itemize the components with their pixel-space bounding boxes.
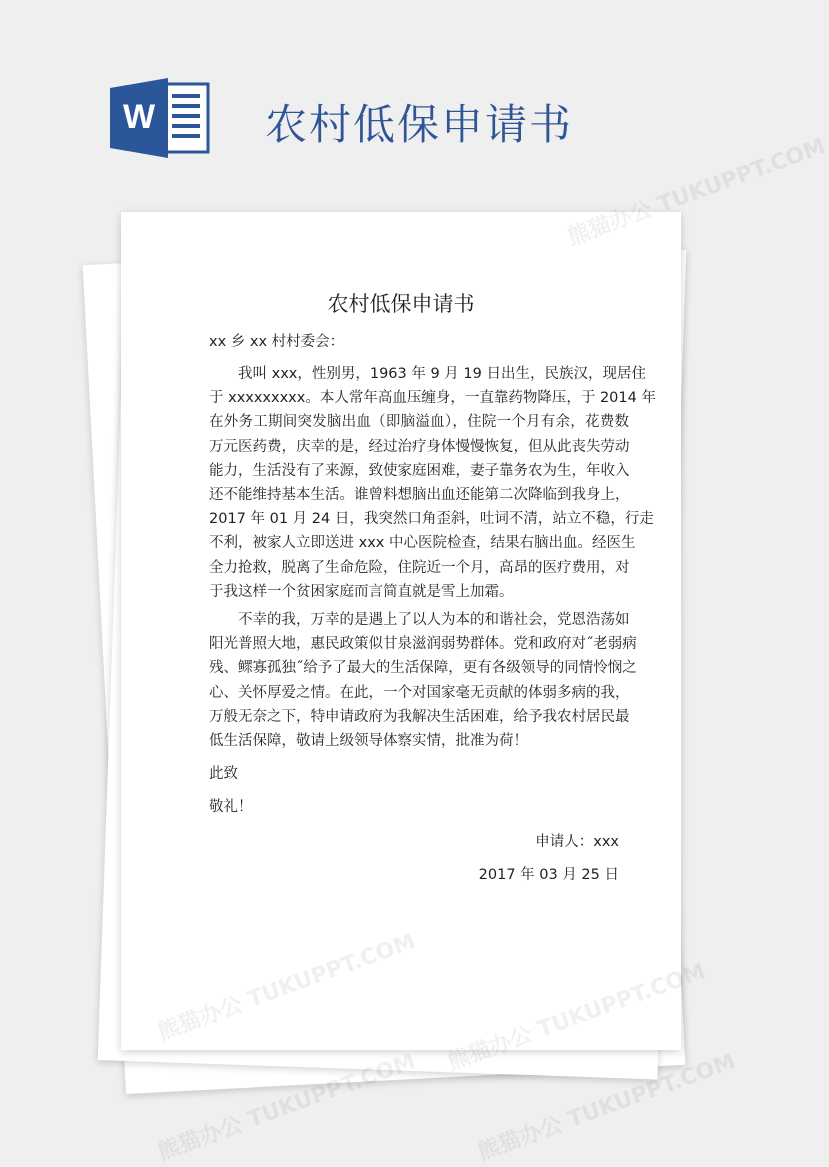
text-line: 还不能维持基本生活。谁曾料想脑出血还能第二次降临到我身上， <box>209 487 630 504</box>
text-line: 不幸的我，万幸的是遇上了以人为本的和谐社会，党恩浩荡如 <box>209 612 630 628</box>
text-line: 万般无奈之下，特申请政府为我解决生活困难，给予我农村居民最 <box>209 708 630 725</box>
paragraph-1 <box>209 362 656 604</box>
document-page <box>121 212 681 1050</box>
watermark: 熊猫办公 TUKUPPT.COM <box>564 134 829 251</box>
text-line: 于我这样一个贫困家庭而言简直就是雪上加霜。 <box>209 583 514 600</box>
word-document-icon <box>110 78 215 158</box>
svg-text:W: W <box>122 98 156 136</box>
salutation: xx 乡 xx 村村委会： <box>209 334 345 350</box>
text-line: 我叫 xxx，性别男，1963 年 9 月 19 日出生，民族汉，现居住 <box>209 366 646 382</box>
applicant: 申请人：xxx <box>535 834 619 850</box>
watermark: 熊猫办公 TUKUPPT.COM <box>474 1049 739 1166</box>
paragraph-2 <box>209 608 637 753</box>
closing-line-1: 此致 <box>209 766 238 782</box>
text-line: 残、鳏寡孤独˝给予了最大的生活保障，更有各级领导的同情怜悯之 <box>209 660 637 677</box>
document-title: 农村低保申请书 <box>327 292 475 316</box>
text-line: 万元医药费，庆幸的是，经过治疗身体慢慢恢复，但从此丧失劳动 <box>209 438 630 455</box>
header-title: 农村低保申请书 <box>265 100 574 149</box>
text-line: 阳光普照大地，惠民政策似甘泉滋润弱势群体。党和政府对˝老弱病 <box>209 636 637 653</box>
closing-line-2: 敬礼！ <box>209 799 253 815</box>
watermark: 熊猫办公 TUKUPPT.COM <box>154 1049 419 1166</box>
text-line: 能力，生活没有了来源，致使家庭困难，妻子靠务农为生，年收入 <box>209 462 630 479</box>
text-line: 不利，被家人立即送进 xxx 中心医院检查，结果右脑出血。经医生 <box>209 535 636 552</box>
text-line: 全力抢救，脱离了生命危险，住院近一个月，高昂的医疗费用，对 <box>209 559 630 576</box>
date: 2017 年 03 月 25 日 <box>478 867 619 883</box>
text-line: 2017 年 01 月 24 日，我突然口角歪斜，吐词不清，站立不稳，行走 <box>209 511 654 528</box>
text-line: 在外务工期间突发脑出血（即脑溢血），住院一个月有余，花费数 <box>209 414 629 431</box>
text-line: 于 xxxxxxxxx。本人常年高血压缠身，一直靠药物降压，于 2014 年 <box>209 390 656 407</box>
text-line: 心、关怀厚爱之情。在此，一个对国家毫无贡献的体弱多病的我， <box>209 684 630 701</box>
text-line: 低生活保障，敬请上级领导体察实情，批准为荷！ <box>209 733 528 750</box>
